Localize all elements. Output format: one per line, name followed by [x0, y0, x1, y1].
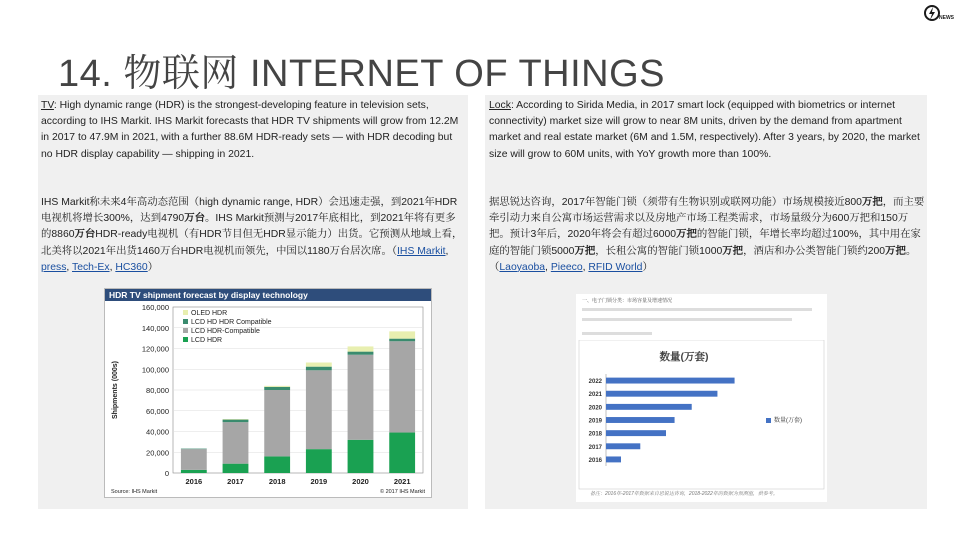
x-tick-label: 2020	[352, 477, 369, 486]
lock-zh-end: ）	[642, 261, 653, 273]
bar-segment	[389, 341, 415, 432]
bar-segment	[389, 331, 415, 338]
lock-zh-text-5: ，酒店和办公类智能门锁约200	[743, 245, 886, 257]
bar-segment	[306, 370, 332, 449]
lock-zh-bold-3: 万把	[574, 245, 596, 257]
lock-zh-text-3: 的智能门锁，年增长率均超过100%，其中用在家庭的智能门锁5000	[489, 229, 921, 257]
legend-label: LCD HDR-Compatible	[191, 328, 260, 335]
x-tick-label: 2021	[393, 477, 411, 486]
tv-zh-end: ）	[147, 261, 159, 273]
bar-segment	[348, 355, 374, 440]
lock-zh-text-1: 据思锐达咨询，2017年智能门锁（须带有生物识别或联网功能）市场规模接近800	[489, 197, 862, 208]
link-hc360[interactable]: HC360	[115, 261, 148, 273]
lock-chart-title: 数量(万套)	[659, 351, 709, 363]
legend-swatch	[183, 337, 188, 342]
bar-segment	[389, 339, 415, 342]
lock-zh-text-4: ，长租公寓的智能门锁1000	[595, 245, 723, 257]
y-tick-label: 0	[164, 469, 169, 478]
y-tick-label: 2017	[588, 444, 602, 451]
bar-segment	[306, 449, 332, 473]
bar-segment	[223, 419, 249, 420]
legend-swatch	[183, 328, 188, 333]
bar-segment	[348, 346, 374, 351]
y-axis-label: Shipments (000s)	[112, 361, 119, 419]
page-title: 14. 物联网 INTERNET OF THINGS	[58, 53, 666, 95]
tv-english-paragraph	[41, 98, 465, 163]
y-tick-label: 80,000	[146, 386, 169, 395]
legend-swatch	[183, 319, 188, 324]
y-tick-label: 2016	[588, 457, 602, 464]
y-tick-label: 100,000	[141, 365, 169, 375]
lock-zh-bold-2: 万把	[676, 229, 697, 241]
blurred-text-line	[582, 332, 652, 335]
bar-segment	[181, 449, 207, 450]
link-ihs-markit[interactable]: IHS Markit	[397, 245, 446, 257]
y-tick-label: 140,000	[141, 323, 169, 333]
bar-segment	[306, 367, 332, 371]
y-tick-label: 40,000	[146, 427, 169, 437]
bar-segment	[306, 363, 332, 367]
lock-chart-svg	[576, 340, 827, 490]
bar-segment	[264, 386, 290, 387]
bar	[606, 391, 717, 397]
bar	[606, 378, 735, 384]
lock-english-paragraph	[489, 98, 925, 163]
chart-source: Source: IHS Markit	[111, 489, 158, 495]
y-tick-label: 60,000	[146, 406, 169, 416]
bar	[606, 404, 692, 410]
x-tick-label: 2017	[227, 477, 244, 486]
tv-chinese-paragraph: IHS Markit称未来4年高动态范围（high dynamic range, HDR）会迅速走强，到2021年HDR电视机将增长300%，达到4790万台。IHS Markit预测与2017年底相比，到2021年将有更多的8860万台HDR-ready电视机（有HDR节目但无HDR显示能力）出货。它预测从地域上看，北美将以2021年出货1460万台HDR电视机而领先，中国以1180万台居次席。（IHS Markit, press, Tech-Ex, HC360）	[41, 197, 463, 273]
bar-segment	[223, 422, 249, 464]
tv-zh-bold-1: 万台	[184, 213, 205, 225]
lock-zh-bold-1: 万把	[861, 197, 883, 208]
bar-segment	[181, 470, 207, 473]
tv-panel	[38, 95, 468, 509]
tv-zh-bold-2: 万台	[74, 229, 96, 241]
brand-logo-icon	[922, 4, 948, 24]
bar-segment	[348, 440, 374, 473]
bar-segment	[223, 420, 249, 423]
y-tick-label: 2022	[588, 379, 602, 386]
bar-segment	[348, 352, 374, 355]
brand-logo-text: NEWS	[939, 15, 954, 21]
bar-segment	[264, 390, 290, 456]
bar-segment	[389, 433, 415, 473]
link-pieeco[interactable]: Pieeco	[550, 261, 583, 273]
smart-lock-chart	[576, 294, 827, 502]
blurred-text-line	[582, 308, 812, 311]
lock-chart-caption: 一、电子门锁分类：市场容量及增速情况	[582, 298, 673, 304]
y-tick-label: 20,000	[146, 448, 169, 458]
bar	[606, 417, 675, 423]
bar-segment	[264, 456, 290, 473]
tv-english-text: : High dynamic range (HDR) is the strongest-developing feature in television sets, according to IHS Markit. IHS Markit forecasts that HDR TV shipments will grow from 12.2M in 2017 to 47.9M in 2021, with a further 88.6M HDR-ready sets — with HDR decoding but no HDR display capability — shipping in 2021.	[41, 100, 459, 160]
lock-zh-bold-4: 万把	[722, 245, 744, 257]
bar-segment	[181, 449, 207, 470]
lock-label: Lock	[489, 100, 511, 111]
link-laoyaoba[interactable]: Laoyaoba	[499, 261, 546, 273]
lock-zh-bold-5: 万把	[885, 245, 906, 257]
tv-label: TV	[41, 100, 54, 111]
hdr-chart-svg	[105, 301, 431, 497]
legend-swatch	[183, 310, 188, 315]
link-tech-ex[interactable]: Tech-Ex	[72, 261, 110, 273]
lock-zh-text-6: 。（	[489, 245, 917, 273]
bar	[606, 430, 666, 436]
lock-english-text: : According to Sirida Media, in 2017 smart lock (equipped with biometrics or internet connectivity) market size will grow to near 8M units, driven by the demand from apartment market and real estate market (6M and 1.5M, respectively). After 3 years, by 2020, the market size will grow to 60M units, with YoY growth more than 100%.	[489, 100, 920, 160]
bar-segment	[264, 387, 290, 390]
y-tick-label: 160,000	[141, 303, 169, 312]
tv-zh-text-1: IHS Markit称未来4年高动态范围（high dynamic range, HDR）会迅速走强，到2021年HDR电视机将增长300%，达到4790	[41, 197, 458, 225]
tv-zh-text-3: HDR-ready电视机（有HDR节目但无HDR显示能力）出货。它预测从地域上看，北美将以2021年出货1460万台HDR电视机而领先，中国以1180万台居次席。（	[41, 229, 463, 257]
hdr-chart-title: HDR TV shipment forecast by display technology	[105, 289, 431, 301]
lock-zh-text-2: ，而主要牵引动力来自公寓市场运营需求以及房地产市场工程类需求，市场量级分为600万把和150万把。预计3年后，2020年将会有超过6000	[489, 197, 925, 241]
lock-panel	[485, 95, 927, 509]
y-tick-label: 2020	[588, 405, 602, 412]
y-tick-label: 2018	[588, 431, 602, 438]
legend-label: OLED HDR	[191, 310, 228, 317]
legend-swatch	[766, 418, 771, 423]
legend-label: LCD HD HDR Compatible	[191, 319, 272, 326]
link-rfid-world[interactable]: RFID World	[588, 261, 643, 273]
x-tick-label: 2018	[268, 477, 286, 486]
legend-label: LCD HDR	[191, 337, 223, 344]
y-tick-label: 2019	[588, 418, 602, 425]
hdr-tv-chart	[104, 288, 432, 498]
legend-label: 数量(万套)	[774, 418, 802, 424]
y-tick-label: 120,000	[141, 344, 169, 354]
y-tick-label: 2021	[588, 392, 602, 399]
x-tick-label: 2019	[310, 477, 328, 486]
chart-copyright: © 2017 IHS Markit	[379, 489, 425, 495]
lock-chinese-paragraph: 据思锐达咨询，2017年智能门锁（须带有生物识别或联网功能）市场规模接近800万把，而主要牵引动力来自公寓市场运营需求以及房地产市场工程类需求，市场量级分为600万把和150万把。预计3年后，2020年将会有超过6000万把的智能门锁，年增长率均超过100%，其中用在家庭的智能门锁5000万把，长租公寓的智能门锁1000万把，酒店和办公类智能门锁约200万把。（Laoyaoba, Pieeco, RFID World）	[489, 197, 925, 273]
x-tick-label: 2016	[185, 477, 203, 486]
bar	[606, 443, 640, 449]
tv-zh-text-2: 。IHS Markit预测与2017年底相比，到2021年将有更多的8860	[41, 213, 456, 241]
bar-segment	[223, 464, 249, 473]
bar	[606, 456, 621, 462]
blurred-text-line	[582, 318, 792, 321]
link-press[interactable]: press	[41, 261, 67, 273]
lock-chart-footnote: 备注：2016年-2017年数据来自思锐达咨询，2018-2022年的数据为预测值，供参考。	[590, 491, 778, 497]
